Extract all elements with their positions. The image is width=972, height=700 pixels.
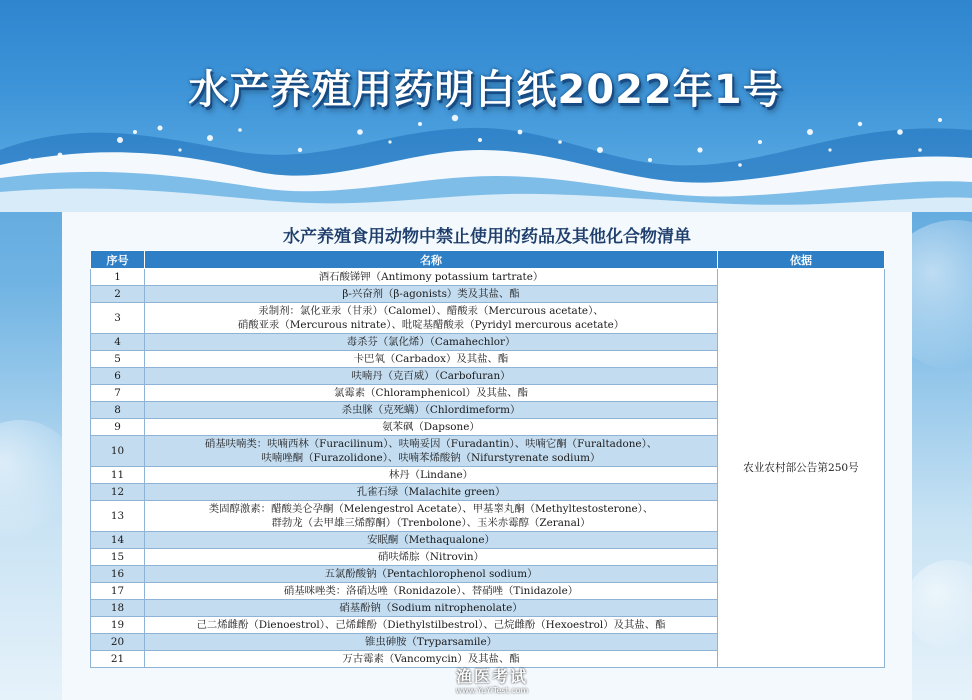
row-index: 19: [91, 617, 145, 634]
row-name: [145, 617, 718, 634]
table-header-row: [91, 251, 885, 269]
row-name-line: 安眠酮（Methaqualone）: [367, 534, 495, 546]
row-name: [145, 566, 718, 583]
row-index: 3: [91, 303, 145, 334]
content-panel: [62, 212, 912, 700]
row-index: 2: [91, 286, 145, 303]
row-name: [145, 549, 718, 566]
row-name-line: 毒杀芬（氯化烯）（Camahechlor）: [346, 336, 516, 348]
row-index: 15: [91, 549, 145, 566]
table-row: [91, 269, 885, 286]
column-header-index: 序号: [91, 251, 145, 269]
row-index: 10: [91, 436, 145, 467]
row-name: [145, 368, 718, 385]
row-index: 17: [91, 583, 145, 600]
row-name-line: 硝酸亚汞（Mercurous nitrate）、吡啶基醋酸汞（Pyridyl mercurous acetate）: [237, 319, 625, 331]
table-title: 水产养殖食用动物中禁止使用的药品及其他化合物清单: [283, 227, 691, 247]
row-name: [145, 303, 718, 334]
column-header-basis: 依据: [718, 251, 885, 269]
row-name: [145, 286, 718, 303]
table-body: [91, 269, 885, 668]
row-name: [145, 600, 718, 617]
row-name-line: 己二烯雌酚（Dienoestrol）、己烯雌酚（Diethylstilbestrol）、己烷雌酚（Hexoestrol）及其盐、酯: [196, 619, 666, 631]
row-name-line: 卡巴氧（Carbadox）及其盐、酯: [353, 353, 509, 365]
row-index: 7: [91, 385, 145, 402]
row-name: [145, 436, 718, 467]
row-name-line: 硝基咪唑类：洛硝达唑（Ronidazole）、替硝唑（Tinidazole）: [283, 585, 579, 597]
row-name: [145, 351, 718, 368]
row-basis: 农业农村部公告第250号: [718, 269, 885, 668]
row-index: 18: [91, 600, 145, 617]
row-index: 8: [91, 402, 145, 419]
row-name-line: 氯霉素（Chloramphenicol）及其盐、酯: [333, 387, 529, 399]
row-index: 16: [91, 566, 145, 583]
row-name-line: 类固醇激素：醋酸美仑孕酮（Melengestrol Acetate）、甲基睾丸酮（Methyltestosterone）、: [208, 503, 654, 515]
row-name-line: 酒石酸锑钾（Antimony potassium tartrate）: [318, 271, 544, 283]
row-index: 6: [91, 368, 145, 385]
row-index: 13: [91, 501, 145, 532]
row-name-line: 林丹（Lindane）: [388, 469, 474, 481]
row-name: [145, 385, 718, 402]
row-index: 12: [91, 484, 145, 501]
row-name-line: 群勃龙（去甲雄三烯醇酮）（Trenbolone）、玉米赤霉醇（Zeranal）: [271, 517, 591, 529]
row-index: 5: [91, 351, 145, 368]
header-banner: [0, 0, 972, 212]
row-index: 4: [91, 334, 145, 351]
row-name-line: 锥虫砷胺（Tryparsamile）: [364, 636, 498, 648]
row-index: 14: [91, 532, 145, 549]
watermark-text: 渔医考试: [455, 667, 528, 686]
page-title: 水产养殖用药明白纸2022年1号: [188, 67, 784, 113]
banned-drugs-table: [90, 250, 885, 668]
row-name: [145, 634, 718, 651]
column-header-name: 名称: [145, 251, 718, 269]
watermark-url: www.YuYiTest.com: [455, 686, 529, 695]
row-name: [145, 269, 718, 286]
row-name-line: 氨苯砜（Dapsone）: [382, 421, 480, 433]
row-name-line: 杀虫脒（克死螨）（Chlordimeform）: [341, 404, 521, 416]
row-name-line: 呋喃唑酮（Furazolidone）、呋喃苯烯酸钠（Nifurstyrenate sodium）: [261, 452, 601, 464]
row-name-line: 硝基酚钠（Sodium nitrophenolate）: [339, 602, 523, 614]
row-name-line: 万古霉素（Vancomycin）及其盐、酯: [342, 653, 520, 665]
watermark: [432, 664, 552, 695]
row-name-line: β-兴奋剂（β-agonists）类及其盐、酯: [342, 288, 520, 300]
row-name: [145, 651, 718, 668]
row-name: [145, 583, 718, 600]
row-name: [145, 532, 718, 549]
row-name: [145, 419, 718, 436]
row-index: 20: [91, 634, 145, 651]
row-name: [145, 484, 718, 501]
row-name-line: 五氯酚酸钠（Pentachlorophenol sodium）: [324, 568, 538, 580]
row-name-line: 呋喃丹（克百威）（Carbofuran）: [351, 370, 511, 382]
row-name: [145, 334, 718, 351]
row-name: [145, 467, 718, 484]
bubble-decoration: [905, 560, 972, 650]
row-index: 21: [91, 651, 145, 668]
row-index: 1: [91, 269, 145, 286]
row-index: 11: [91, 467, 145, 484]
row-name: [145, 402, 718, 419]
row-name-line: 硝基呋喃类：呋喃西林（Furacilinum）、呋喃妥因（Furadantin）、呋喃它酮（Furaltadone）、: [204, 438, 658, 450]
row-name-line: 孔雀石绿（Malachite green）: [356, 486, 506, 498]
row-name-line: 汞制剂：氯化亚汞（甘汞）（Calomel）、醋酸汞（Mercurous acetate）、: [258, 305, 604, 317]
row-name: [145, 501, 718, 532]
row-index: 9: [91, 419, 145, 436]
row-name-line: 硝呋烯腙（Nitrovin）: [377, 551, 485, 563]
